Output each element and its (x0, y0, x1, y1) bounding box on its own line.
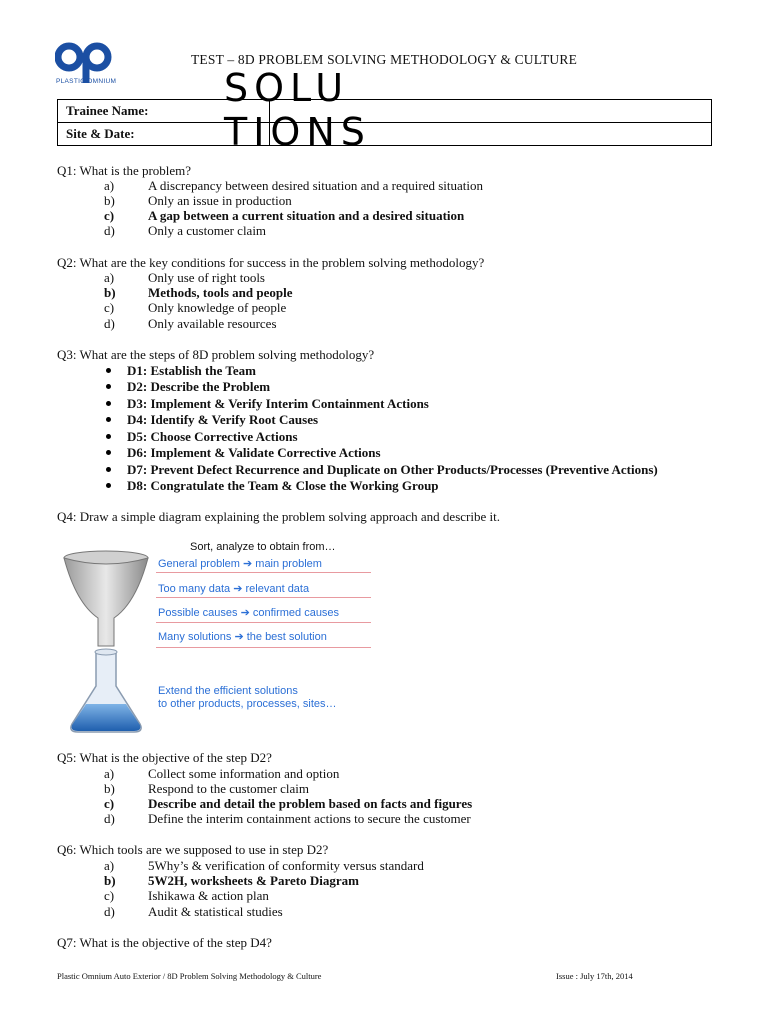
trainee-row (58, 100, 712, 123)
site-row (58, 123, 712, 146)
q3-step-d4: D4: Identify & Verify Root Causes (0, 412, 768, 428)
arrow-icon: ➔ (234, 631, 244, 643)
diagram-divider (156, 572, 371, 573)
arrow-icon: ➔ (233, 583, 243, 595)
arrow-icon: ➔ (243, 558, 253, 570)
q3-step-d2: D2: Describe the Problem (0, 379, 768, 395)
q2-option-c: c) Only knowledge of people (104, 300, 287, 315)
q2-option-d: d) Only available resources (104, 316, 277, 331)
q2-question: Q2: What are the key conditions for success in the problem solving methodology? (57, 255, 485, 270)
funnel-cone (64, 558, 148, 646)
trainee-name-label: Trainee Name: (58, 100, 270, 123)
diagram-extend-line-2: to other products, processes, sites… (158, 698, 337, 710)
q6-option-c: c) Ishikawa & action plan (104, 888, 269, 903)
diagram-row-4: Many solutions ➔ the best solution (158, 631, 327, 643)
q1-question: Q1: What is the problem? (57, 163, 192, 178)
q6-question: Q6: Which tools are we supposed to use in step D2? (57, 842, 329, 857)
q5-option-d: d) Define the interim containment actions to secure the customer (104, 811, 471, 826)
flask-neck-rim (95, 649, 117, 655)
q5-option-b: b) Respond to the customer claim (104, 781, 310, 796)
diagram-divider (156, 597, 371, 598)
diagram-divider (156, 647, 371, 648)
q6-option-a: a) 5Why’s & verification of conformity versus standard (104, 858, 424, 873)
q1-option-a: a) A discrepancy between desired situation and a required situation (104, 178, 484, 193)
q5-option-a: a) Collect some information and option (104, 766, 340, 781)
q1-option-b: b) Only an issue in production (104, 193, 292, 208)
diagram-row-2: Too many data ➔ relevant data (158, 583, 310, 595)
q2-option-a: a) Only use of right tools (104, 270, 265, 285)
q4-question: Q4: Draw a simple diagram explaining the problem solving approach and describe it. (57, 509, 500, 524)
diagram-heading: Sort, analyze to obtain from… (190, 541, 336, 553)
site-date-field[interactable] (270, 123, 712, 146)
stamp-line-1: SOLU (224, 66, 350, 110)
q3-step-d6: D6: Implement & Validate Corrective Actions (0, 445, 768, 461)
q3-step-d3: D3: Implement & Verify Interim Containment Actions (0, 396, 768, 412)
q3-step-d5: D5: Choose Corrective Actions (0, 429, 768, 445)
q1-option-d: d) Only a customer claim (104, 223, 267, 238)
diagram-row-1: General problem ➔ main problem (158, 558, 322, 570)
q6-option-b-correct: b) 5W2H, worksheets & Pareto Diagram (104, 873, 359, 888)
q6-option-d: d) Audit & statistical studies (104, 904, 283, 919)
stamp-line-2: TIONS (224, 110, 371, 154)
arrow-icon: ➔ (240, 607, 250, 619)
diagram-row-3: Possible causes ➔ confirmed causes (158, 607, 340, 619)
q5-option-c-correct: c) Describe and detail the problem based on facts and figures (104, 796, 473, 811)
diagram-divider (156, 622, 371, 623)
q1-option-c-correct: c) A gap between a current situation and a desired situation (104, 208, 465, 223)
logo-brand-text: PLASTIC OMNIUM (56, 78, 117, 85)
funnel-flask-illustration (56, 548, 156, 738)
q3-question: Q3: What are the steps of 8D problem solving methodology? (57, 347, 375, 362)
footer-issue-date: Issue : July 17th, 2014 (556, 971, 633, 981)
site-date-label: Site & Date: (58, 123, 270, 146)
trainee-name-field[interactable] (270, 100, 712, 123)
diagram-extend-line-1: Extend the efficient solutions (158, 685, 298, 697)
q7-question: Q7: What is the objective of the step D4? (57, 935, 272, 950)
q5-question: Q5: What is the objective of the step D2? (57, 750, 272, 765)
q3-step-d7: D7: Prevent Defect Recurrence and Duplicate on Other Products/Processes (Preventive Actions) (0, 462, 768, 478)
q3-step-d1: D1: Establish the Team (0, 363, 768, 379)
q2-option-b-correct: b) Methods, tools and people (104, 285, 293, 300)
document-title: TEST – 8D PROBLEM SOLVING METHODOLOGY & CULTURE (190, 52, 578, 67)
trainee-info-table (57, 99, 712, 146)
footer-left: Plastic Omnium Auto Exterior / 8D Problem Solving Methodology & Culture (57, 971, 322, 981)
q3-step-d8: D8: Congratulate the Team & Close the Working Group (0, 478, 768, 494)
